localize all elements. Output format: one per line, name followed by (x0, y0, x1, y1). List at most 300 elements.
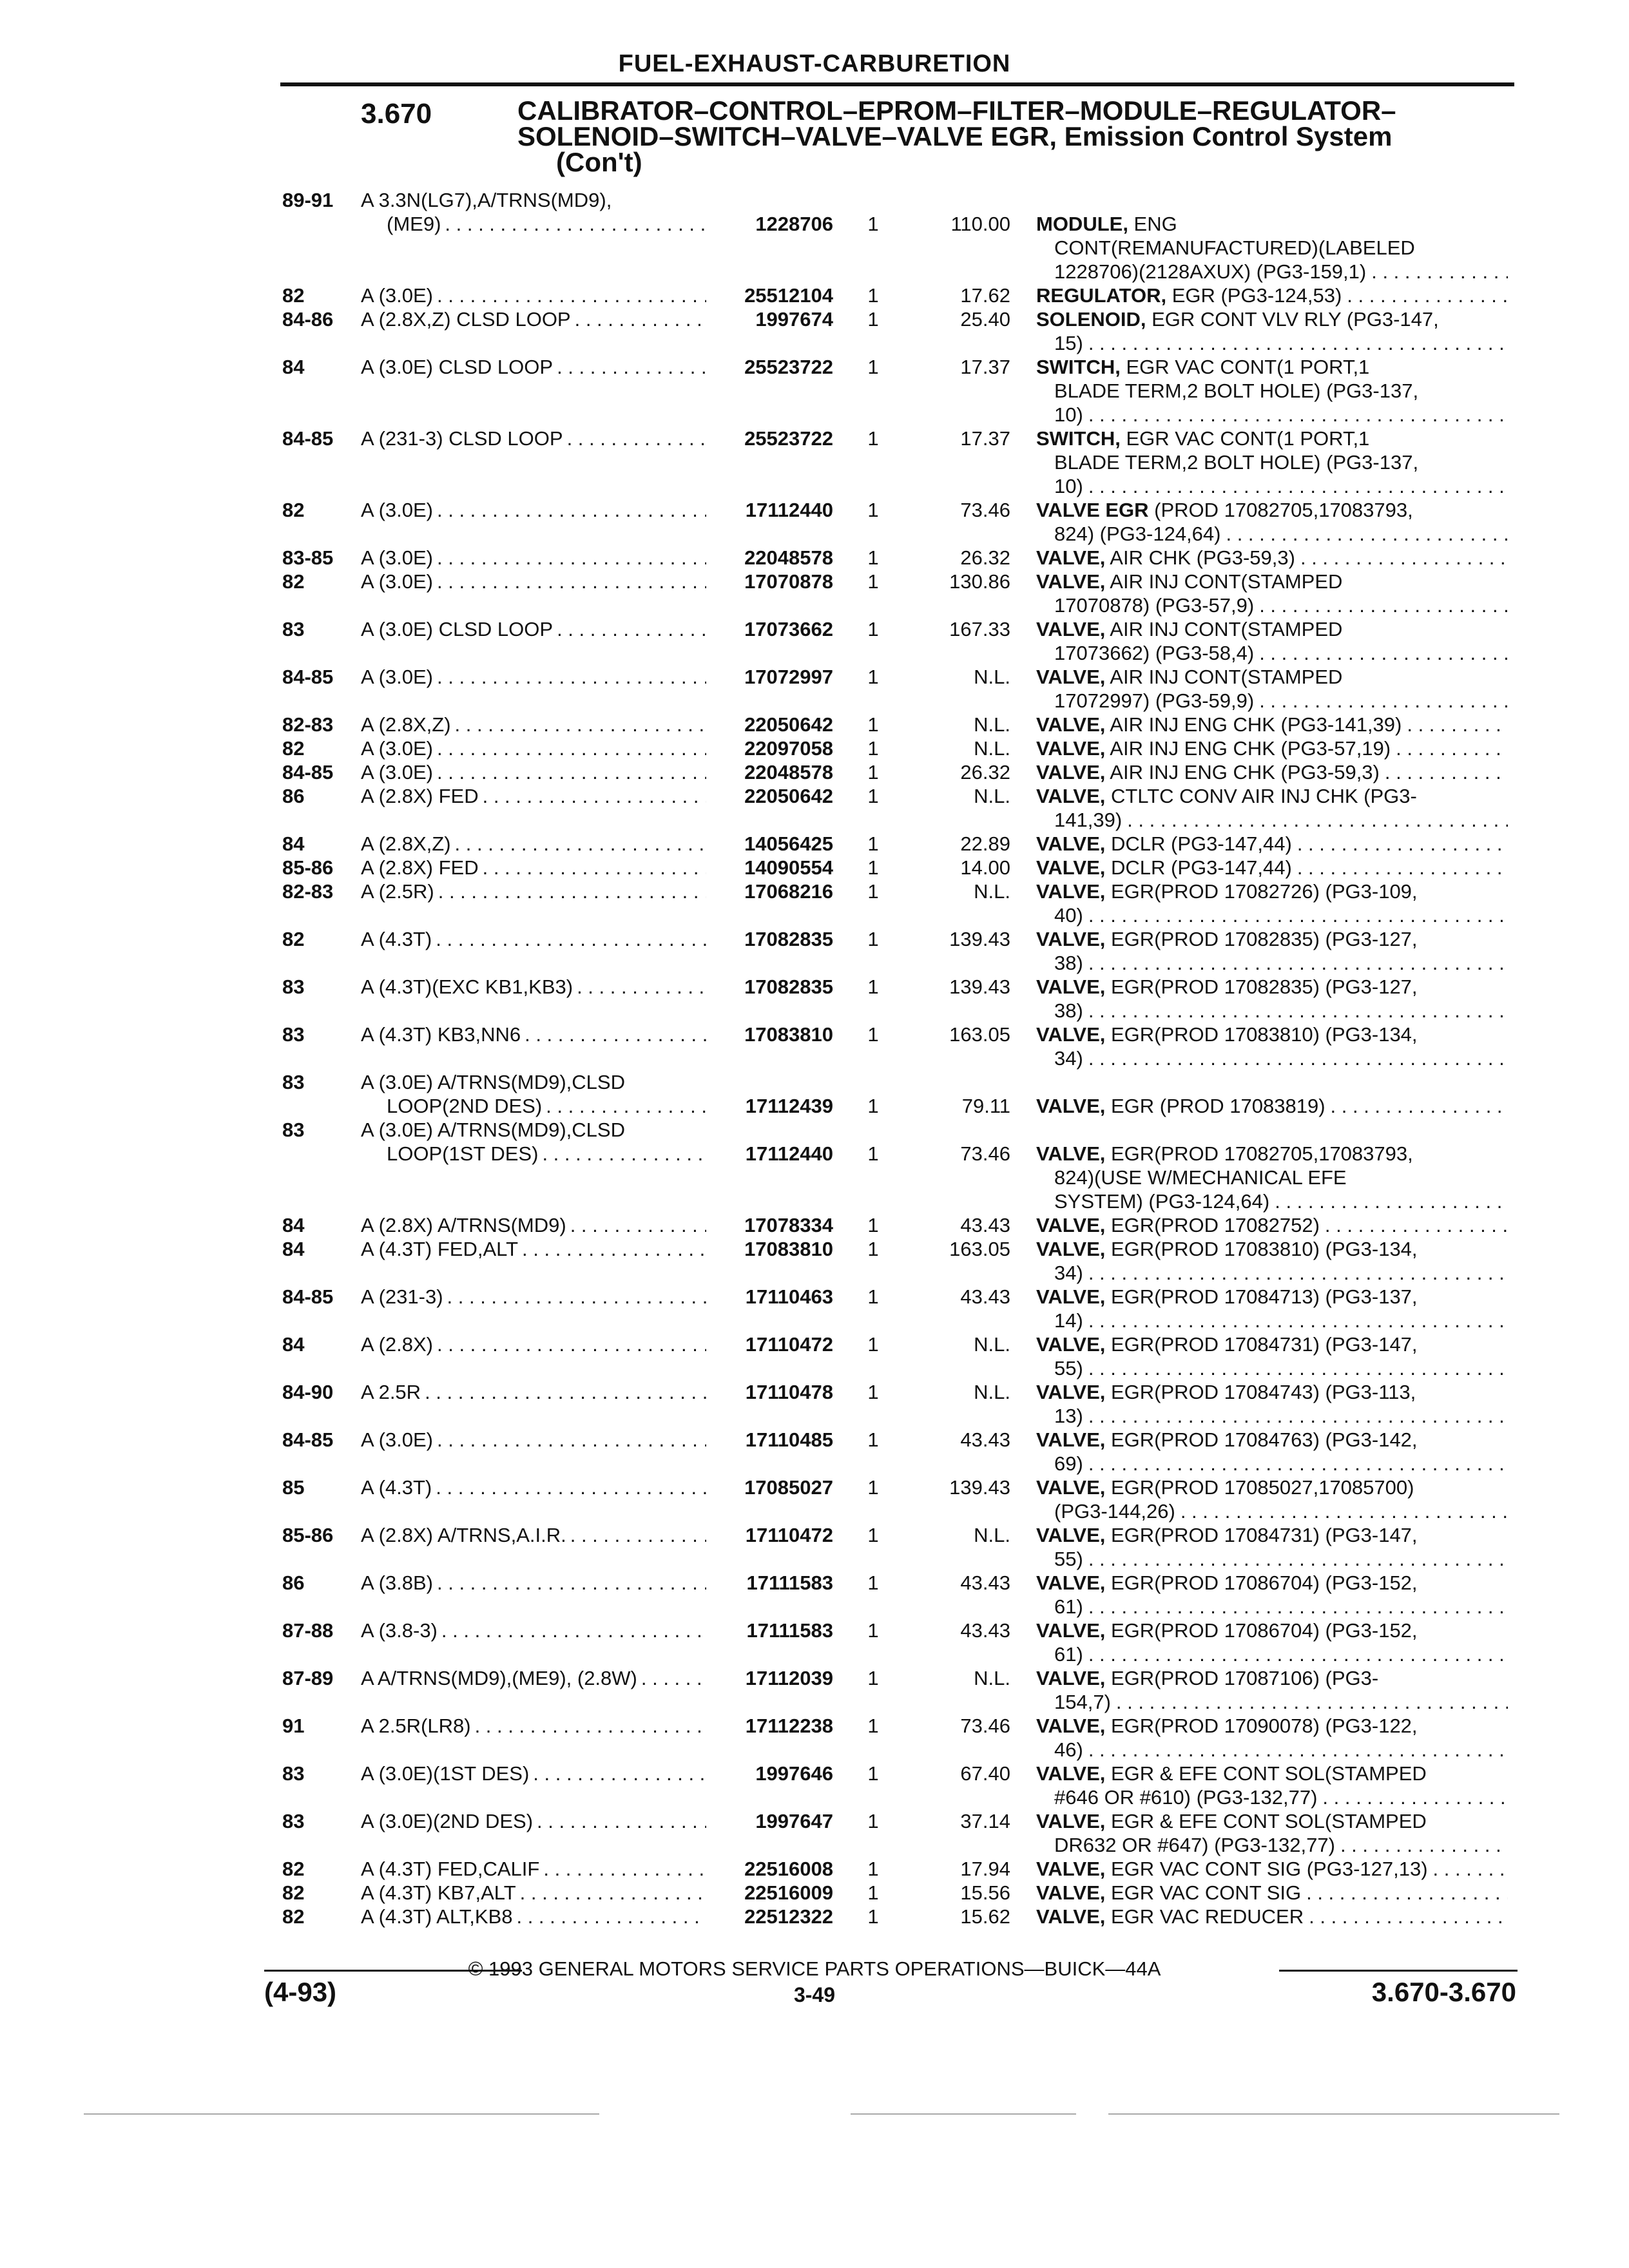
part-number: 22050642 (744, 713, 833, 736)
part-number: 17110478 (745, 1381, 833, 1403)
description-text: 13) (1054, 1405, 1083, 1427)
description (1036, 1523, 1508, 1571)
description (1036, 1285, 1508, 1332)
model-years: 84 (282, 832, 305, 855)
part-number: 25512104 (744, 284, 833, 307)
quantity: 1 (867, 1571, 879, 1594)
model-years: 85-86 (282, 856, 334, 879)
price: 139.43 (949, 975, 1010, 998)
application-text: A (3.0E) A/TRNS(MD9),CLSD (361, 1119, 625, 1141)
application-text: A (4.3T) KB7,ALT (361, 1881, 516, 1904)
price: N.L. (974, 666, 1010, 688)
price: 79.11 (961, 1095, 1010, 1117)
part-number: 14056425 (744, 832, 833, 855)
description-keyword: VALVE, (1036, 928, 1106, 950)
model-years: 83 (282, 1762, 305, 1785)
application-text: A (3.0E) (361, 737, 433, 760)
description (1036, 927, 1508, 975)
application-text: A (3.0E) A/TRNS(MD9),CLSD (361, 1071, 625, 1093)
leader-dots (1088, 1261, 1508, 1285)
leader-dots (1088, 1547, 1508, 1571)
leader-dots (1088, 999, 1508, 1023)
description (1036, 1809, 1508, 1857)
description-keyword: VALVE, (1036, 856, 1106, 879)
application-text: (ME9) (387, 213, 441, 235)
application (361, 1213, 709, 1237)
page-header: FUEL-EXHAUST-CARBURETION (618, 50, 1011, 77)
table-row (0, 1714, 1629, 1762)
price: N.L. (974, 1524, 1010, 1546)
part-number: 17111583 (746, 1571, 833, 1594)
quantity: 1 (867, 499, 879, 521)
description-text: AIR INJ CONT(STAMPED (1105, 618, 1343, 640)
leader-dots (1297, 832, 1508, 856)
leader-dots (537, 1809, 706, 1833)
description-text: 1228706)(2128AXUX) (PG3-159,1) (1054, 260, 1367, 283)
quantity: 1 (867, 1667, 879, 1689)
table-row (0, 188, 1629, 283)
quantity: 1 (867, 1619, 879, 1642)
application-text: A (231-3) (361, 1285, 443, 1308)
application-text: A (3.0E) CLSD LOOP (361, 356, 554, 378)
table-row (0, 498, 1629, 546)
application (361, 427, 709, 450)
description-text: 69) (1054, 1452, 1083, 1475)
leader-dots (1127, 808, 1508, 832)
description-text: AIR INJ ENG CHK (PG3-59,3) (1105, 761, 1380, 783)
application-text: A (3.0E) (361, 546, 433, 569)
leader-dots (1297, 856, 1508, 879)
description (1036, 1428, 1508, 1475)
application (361, 355, 709, 379)
description-keyword: VALVE, (1036, 666, 1106, 688)
application (361, 927, 709, 951)
description-keyword: VALVE, (1036, 1095, 1106, 1117)
leader-dots (1331, 1094, 1508, 1118)
quantity: 1 (867, 1285, 879, 1308)
model-years: 83 (282, 1119, 305, 1141)
description-text: EGR & EFE CONT SOL(STAMPED (1105, 1762, 1427, 1785)
leader-dots (1309, 1905, 1508, 1928)
quantity: 1 (867, 1142, 879, 1165)
table-row (0, 713, 1629, 736)
model-years: 84-85 (282, 1285, 334, 1308)
leader-dots (570, 1213, 706, 1237)
leader-dots (483, 784, 706, 808)
model-years: 82 (282, 570, 305, 593)
description-text: EGR(PROD 17083810) (PG3-134, (1105, 1023, 1418, 1046)
description-text: EGR(PROD 17082752) (1105, 1214, 1320, 1236)
description-keyword: VALVE, (1036, 1881, 1106, 1904)
description (1036, 1237, 1508, 1285)
table-row (0, 784, 1629, 832)
description-text: 141,39) (1054, 809, 1123, 831)
application-text: A (4.3T) KB3,NN6 (361, 1023, 521, 1046)
description-keyword: MODULE, (1036, 213, 1128, 235)
quantity: 1 (867, 1023, 879, 1046)
part-number: 17082835 (744, 975, 833, 998)
description (1036, 1142, 1508, 1213)
quantity: 1 (867, 546, 879, 569)
model-years: 82-83 (282, 713, 334, 736)
model-years: 82 (282, 1858, 305, 1880)
model-years: 83 (282, 1071, 305, 1093)
model-years: 91 (282, 1715, 305, 1737)
description (1036, 307, 1508, 355)
description-text: #646 OR #610) (PG3-132,77) (1054, 1786, 1318, 1809)
quantity: 1 (867, 570, 879, 593)
leader-dots (438, 879, 706, 903)
quantity: 1 (867, 713, 879, 736)
description-text: EGR(PROD 17086704) (PG3-152, (1105, 1619, 1418, 1642)
model-years: 83-85 (282, 546, 334, 569)
model-years: 89-91 (282, 189, 334, 211)
application (361, 1475, 709, 1499)
part-number: 17112440 (745, 1142, 833, 1165)
price: 17.37 (960, 427, 1010, 450)
table-row (0, 355, 1629, 427)
quantity: 1 (867, 1333, 879, 1356)
leader-dots (437, 498, 706, 522)
price: 43.43 (960, 1428, 1010, 1451)
description-text: 61) (1054, 1643, 1083, 1666)
description-keyword: VALVE, (1036, 1905, 1106, 1928)
price: 167.33 (949, 618, 1010, 640)
price: 139.43 (949, 1476, 1010, 1499)
quantity: 1 (867, 785, 879, 807)
description (1036, 832, 1508, 856)
description-text: AIR INJ CONT(STAMPED (1105, 666, 1343, 688)
table-row (0, 570, 1629, 617)
description-text: 15) (1054, 332, 1083, 354)
description-text: EGR(PROD 17084713) (PG3-137, (1105, 1285, 1418, 1308)
section-title-line: (Con't) (556, 147, 642, 177)
application (361, 546, 709, 570)
leader-dots (570, 1523, 706, 1547)
application-text: A (3.0E) (361, 499, 433, 521)
part-number: 17070878 (744, 570, 833, 593)
leader-dots (437, 1571, 706, 1595)
description-text: 34) (1054, 1262, 1083, 1284)
leader-dots (557, 355, 706, 379)
model-years: 83 (282, 1810, 305, 1832)
application-text: LOOP(2ND DES) (387, 1095, 543, 1117)
description-keyword: SWITCH, (1036, 427, 1121, 450)
leader-dots (1088, 474, 1508, 498)
application (361, 1571, 709, 1595)
table-row (0, 736, 1629, 760)
price: 37.14 (960, 1810, 1010, 1832)
table-row (0, 1762, 1629, 1809)
application-text: A (3.0E) (361, 761, 433, 783)
application-text: A (4.3T) (361, 928, 432, 950)
application (361, 1714, 709, 1738)
leader-dots (1396, 736, 1508, 760)
part-number: 1997647 (755, 1810, 833, 1832)
table-row (0, 665, 1629, 713)
price: 26.32 (960, 546, 1010, 569)
description (1036, 284, 1508, 307)
section-title-line: CALIBRATOR–CONTROL–EPROM–FILTER–MODULE–REGULATOR– (517, 95, 1396, 126)
description-text: SYSTEM) (PG3-124,64) (1054, 1190, 1270, 1213)
price: 15.62 (960, 1905, 1010, 1928)
table-row (0, 1118, 1629, 1213)
description-text: AIR INJ ENG CHK (PG3-57,19) (1105, 737, 1391, 760)
description-keyword: VALVE, (1036, 546, 1106, 569)
table-row (0, 427, 1629, 498)
description-keyword: VALVE, (1036, 1142, 1106, 1165)
description (1036, 713, 1508, 736)
application (361, 498, 709, 522)
description (1036, 427, 1508, 498)
leader-dots (1088, 1309, 1508, 1332)
application-text: A (4.3T) FED,CALIF (361, 1858, 540, 1880)
description-text: EGR(PROD 17084743) (PG3-113, (1105, 1381, 1416, 1403)
part-number: 17110472 (745, 1524, 833, 1546)
description (1036, 1380, 1508, 1428)
application-text: A 2.5R(LR8) (361, 1715, 471, 1737)
description-text: DCLR (PG3-147,44) (1105, 832, 1292, 855)
application (361, 713, 709, 736)
part-number: 17112440 (745, 499, 833, 521)
description-text: BLADE TERM,2 BOLT HOLE) (PG3-137, (1054, 380, 1419, 402)
application-text: A A/TRNS(MD9),(ME9), (2.8W) (361, 1667, 637, 1689)
description-keyword: VALVE, (1036, 1333, 1106, 1356)
model-years: 86 (282, 1571, 305, 1594)
part-number: 22097058 (744, 737, 833, 760)
description-keyword: VALVE, (1036, 832, 1106, 855)
application (361, 856, 709, 879)
description-text: 17073662) (PG3-58,4) (1054, 642, 1255, 664)
price: 163.05 (949, 1238, 1010, 1260)
description-keyword: VALVE, (1036, 1762, 1106, 1785)
application (361, 1380, 709, 1404)
description-text: EGR VAC CONT(1 PORT,1 (1120, 356, 1370, 378)
part-number: 22516008 (744, 1858, 833, 1880)
description-keyword: VALVE, (1036, 975, 1106, 998)
leader-dots (1088, 1046, 1508, 1070)
leader-dots (1275, 1189, 1508, 1213)
leader-dots (1088, 1595, 1508, 1619)
description-keyword: SWITCH, (1036, 356, 1121, 378)
application (361, 784, 709, 808)
quantity: 1 (867, 1476, 879, 1499)
leader-dots (437, 665, 706, 689)
model-years: 85-86 (282, 1524, 334, 1546)
quantity: 1 (867, 856, 879, 879)
application (361, 665, 709, 689)
application (361, 1428, 709, 1452)
description-text: ENG (1128, 213, 1177, 235)
model-years: 82-83 (282, 880, 334, 903)
description (1036, 1857, 1508, 1881)
model-years: 82 (282, 1881, 305, 1904)
description-text: 55) (1054, 1357, 1083, 1379)
model-years: 84-90 (282, 1381, 334, 1403)
model-years: 84 (282, 356, 305, 378)
table-row (0, 1285, 1629, 1332)
header-rule (280, 82, 1514, 86)
model-years: 84-85 (282, 761, 334, 783)
part-number: 1228706 (755, 213, 833, 235)
part-number: 14090554 (744, 856, 833, 879)
description-keyword: VALVE, (1036, 713, 1106, 736)
description-keyword: VALVE, (1036, 1571, 1106, 1594)
table-row (0, 1523, 1629, 1571)
description-text: EGR(PROD 17086704) (PG3-152, (1105, 1571, 1418, 1594)
application-text: A (3.0E) (361, 1428, 433, 1451)
application-text: A (3.0E)(1ST DES) (361, 1762, 530, 1785)
part-number: 17068216 (744, 880, 833, 903)
description-text: 61) (1054, 1595, 1083, 1618)
table-row (0, 1666, 1629, 1714)
application-text: A 2.5R (361, 1381, 421, 1403)
part-number: 17111583 (746, 1619, 833, 1642)
application (361, 617, 709, 641)
description-text: 40) (1054, 904, 1083, 927)
application (361, 1023, 709, 1046)
quantity: 1 (867, 1905, 879, 1928)
description (1036, 879, 1508, 927)
description-text: 10) (1054, 403, 1083, 426)
part-number: 17085027 (744, 1476, 833, 1499)
description (1036, 1905, 1508, 1928)
leader-dots (445, 212, 706, 236)
part-number: 25523722 (744, 427, 833, 450)
price: N.L. (974, 1381, 1010, 1403)
application-text: A (2.8X) (361, 1333, 433, 1356)
part-number: 17078334 (744, 1214, 833, 1236)
leader-dots (516, 1905, 706, 1928)
description-keyword: VALVE, (1036, 1428, 1106, 1451)
application-text: A (2.8X) FED (361, 856, 479, 879)
leader-dots (437, 570, 706, 593)
part-number: 17110472 (745, 1333, 833, 1356)
application-text: A (3.0E) (361, 666, 433, 688)
application (361, 284, 709, 307)
part-number: 17112039 (745, 1667, 833, 1689)
description-keyword: VALVE EGR (1036, 499, 1149, 521)
description-keyword: VALVE, (1036, 1524, 1106, 1546)
table-row (0, 1023, 1629, 1070)
description-text: 17072997) (PG3-59,9) (1054, 689, 1255, 712)
section-title (517, 95, 1396, 177)
description-keyword: VALVE, (1036, 1619, 1106, 1642)
table-row (0, 1213, 1629, 1237)
description-text: EGR (PG3-124,53) (1166, 284, 1342, 307)
description-keyword: VALVE, (1036, 570, 1106, 593)
description (1036, 1619, 1508, 1666)
price: N.L. (974, 713, 1010, 736)
quantity: 1 (867, 308, 879, 331)
table-row (0, 1475, 1629, 1523)
leader-dots (577, 975, 706, 999)
description-text: 17070878) (PG3-57,9) (1054, 594, 1255, 617)
description (1036, 665, 1508, 713)
application (361, 1809, 709, 1833)
scan-artifact-line (851, 2113, 1076, 2115)
description-text: 10) (1054, 475, 1083, 497)
leader-dots (436, 1475, 706, 1499)
model-years: 82 (282, 1905, 305, 1928)
part-number: 17110463 (745, 1285, 833, 1308)
footer-date: (4-93) (264, 1977, 337, 2007)
application (361, 1285, 709, 1309)
quantity: 1 (867, 1524, 879, 1546)
part-number: 22516009 (744, 1881, 833, 1904)
leader-dots (437, 284, 706, 307)
leader-dots (542, 1142, 706, 1166)
leader-dots (1259, 593, 1508, 617)
application-text: A (4.3T)(EXC KB1,KB3) (361, 975, 574, 998)
quantity: 1 (867, 213, 879, 235)
description-keyword: VALVE, (1036, 1214, 1106, 1236)
description-keyword: VALVE, (1036, 761, 1106, 783)
description-text: (PG3-144,26) (1054, 1500, 1175, 1523)
description-text: EGR VAC REDUCER (1105, 1905, 1304, 1928)
leader-dots (483, 856, 706, 879)
table-row (0, 1857, 1629, 1881)
quantity: 1 (867, 1095, 879, 1117)
footer-copyright: © 1993 GENERAL MOTORS SERVICE PARTS OPERATIONS—BUICK—44A (468, 1957, 1161, 1980)
quantity: 1 (867, 427, 879, 450)
leader-dots (1385, 760, 1508, 784)
description (1036, 760, 1508, 784)
application-text: A (2.8X,Z) (361, 713, 451, 736)
table-row (0, 975, 1629, 1023)
model-years: 82 (282, 928, 305, 950)
description-text: EGR(PROD 17084731) (PG3-147, (1105, 1333, 1418, 1356)
application-text: A (2.8X,Z) (361, 832, 451, 855)
description-text: EGR VAC CONT SIG (PG3-127,13) (1105, 1858, 1428, 1880)
price: 14.00 (960, 856, 1010, 879)
description-text: EGR(PROD 17087106) (PG3- (1105, 1667, 1379, 1689)
leader-dots (437, 1428, 706, 1452)
application (361, 1118, 709, 1166)
quantity: 1 (867, 618, 879, 640)
part-number: 22048578 (744, 546, 833, 569)
description (1036, 617, 1508, 665)
footer-page-number: 3-49 (793, 1983, 836, 2006)
application-text: A (3.0E) (361, 570, 433, 593)
model-years: 84 (282, 1214, 305, 1236)
description (1036, 1762, 1508, 1809)
leader-dots (575, 307, 706, 331)
section-number: 3.670 (361, 98, 432, 130)
part-number: 17082835 (744, 928, 833, 950)
price: 43.43 (960, 1214, 1010, 1236)
price: 17.37 (960, 356, 1010, 378)
description-text: EGR(PROD 17085027,17085700) (1105, 1476, 1414, 1499)
leader-dots (1259, 689, 1508, 713)
description-text: EGR (PROD 17083819) (1105, 1095, 1325, 1117)
application (361, 1857, 709, 1881)
leader-dots (543, 1857, 706, 1881)
application (361, 1332, 709, 1356)
leader-dots (1088, 1642, 1508, 1666)
leader-dots (1116, 1690, 1508, 1714)
price: 73.46 (960, 1715, 1010, 1737)
price: 73.46 (960, 499, 1010, 521)
description-keyword: VALVE, (1036, 737, 1106, 760)
quantity: 1 (867, 1715, 879, 1737)
description-text: EGR(PROD 17084763) (PG3-142, (1105, 1428, 1418, 1451)
table-row (0, 927, 1629, 975)
table-row (0, 879, 1629, 927)
table-row (0, 546, 1629, 570)
application-text: A (3.0E) CLSD LOOP (361, 618, 554, 640)
description-text: AIR CHK (PG3-59,3) (1105, 546, 1295, 569)
